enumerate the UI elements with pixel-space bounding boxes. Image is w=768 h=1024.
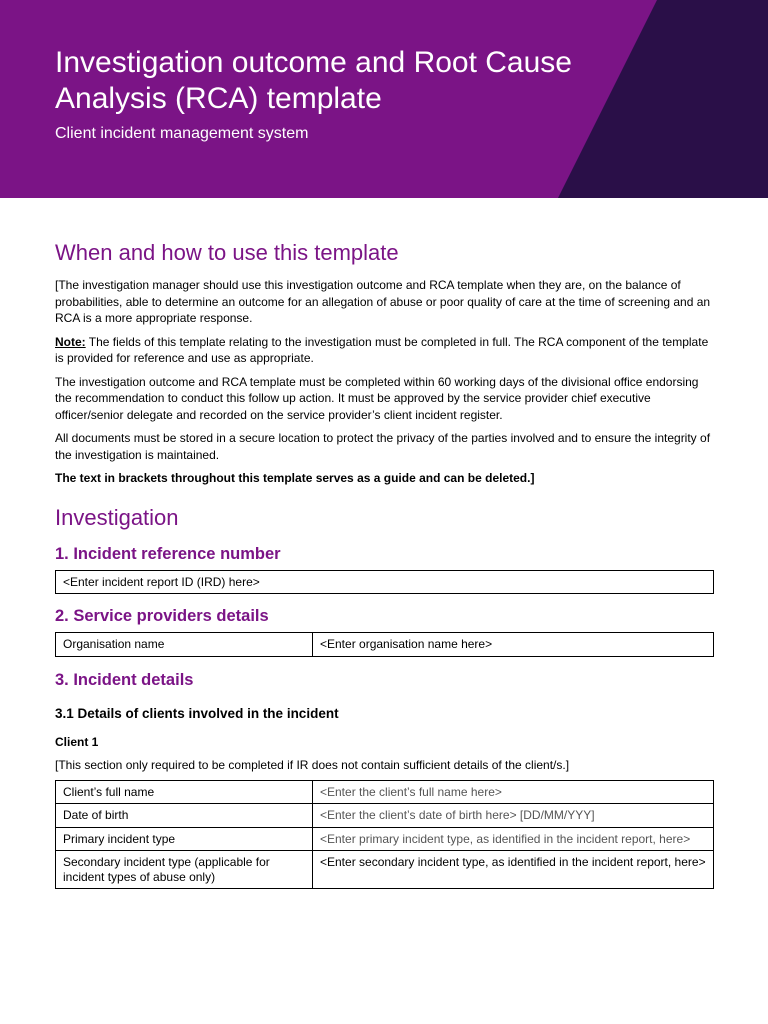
client-details-table <box>55 780 714 890</box>
table-row <box>56 827 714 851</box>
note-text: The fields of this template relating to the investigation must be completed in full. The RCA component of the template is provided for reference and use as appropriate. <box>55 334 709 365</box>
header-banner <box>0 0 768 198</box>
client-name-field[interactable]: <Enter the client’s full name here> <box>313 780 714 804</box>
section-1-title: 1. Incident reference number <box>55 544 281 563</box>
primary-incident-type-field[interactable]: <Enter primary incident type, as identified in the incident report, here> <box>313 827 714 851</box>
table-row <box>56 570 714 594</box>
incident-reference-table <box>55 570 714 595</box>
page-subtitle: Client incident management system <box>55 125 309 142</box>
page-title: Investigation outcome and Root Cause Analysis (RCA) template <box>55 46 572 115</box>
service-provider-table <box>55 632 714 657</box>
usage-heading: When and how to use this template <box>55 240 399 265</box>
organisation-name-field[interactable]: <Enter organisation name here> <box>313 633 714 657</box>
client-label: Client 1 <box>55 734 99 749</box>
document-body <box>55 240 714 889</box>
date-of-birth-field[interactable]: <Enter the client’s date of birth here> [DD/MM/YYY] <box>313 804 714 828</box>
usage-paragraph-3: The investigation outcome and RCA template must be completed within 60 working days of the divisional office endorsing the recommendation to conduct this follow up action. It must be approved by the service provider chief executive officer/senior delegate and recorded on the service provider’s client incident register. <box>55 374 699 422</box>
primary-incident-type-label: Primary incident type <box>56 827 313 851</box>
date-of-birth-label: Date of birth <box>56 804 313 828</box>
usage-note <box>55 334 714 367</box>
table-row <box>56 780 714 804</box>
secondary-incident-type-label: Secondary incident type (applicable for incident types of abuse only) <box>56 851 313 889</box>
usage-paragraph-1: [The investigation manager should use this investigation outcome and RCA template when they are, on the balance of probabilities, able to determine an outcome for an allegation of abuse or poor quality of care at the time of screening and an RCA is a more appropriate response. <box>55 278 711 325</box>
secondary-incident-type-field[interactable]: <Enter secondary incident type, as identified in the incident report, here> <box>313 851 714 889</box>
section-3-title: 3. Incident details <box>55 670 194 689</box>
table-row <box>56 804 714 828</box>
section-3-1-title: 3.1 Details of clients involved in the incident <box>55 705 339 721</box>
investigation-heading: Investigation <box>55 504 179 530</box>
client-section-note: [This section only required to be completed if IR does not contain sufficient details of the client/s.] <box>55 758 570 772</box>
section-2-title: 2. Service providers details <box>55 607 269 625</box>
incident-id-field[interactable]: <Enter incident report ID (IRD) here> <box>56 570 714 594</box>
note-label: Note: <box>55 334 86 349</box>
organisation-name-label: Organisation name <box>56 633 313 657</box>
table-row <box>56 851 714 889</box>
usage-paragraph-4: All documents must be stored in a secure location to protect the privacy of the parties involved and to ensure the integrity of the investigation is maintained. <box>55 431 711 462</box>
table-row <box>56 633 714 657</box>
client-name-label: Client’s full name <box>56 780 313 804</box>
usage-paragraph-5: The text in brackets throughout this template serves as a guide and can be deleted.] <box>55 471 535 485</box>
